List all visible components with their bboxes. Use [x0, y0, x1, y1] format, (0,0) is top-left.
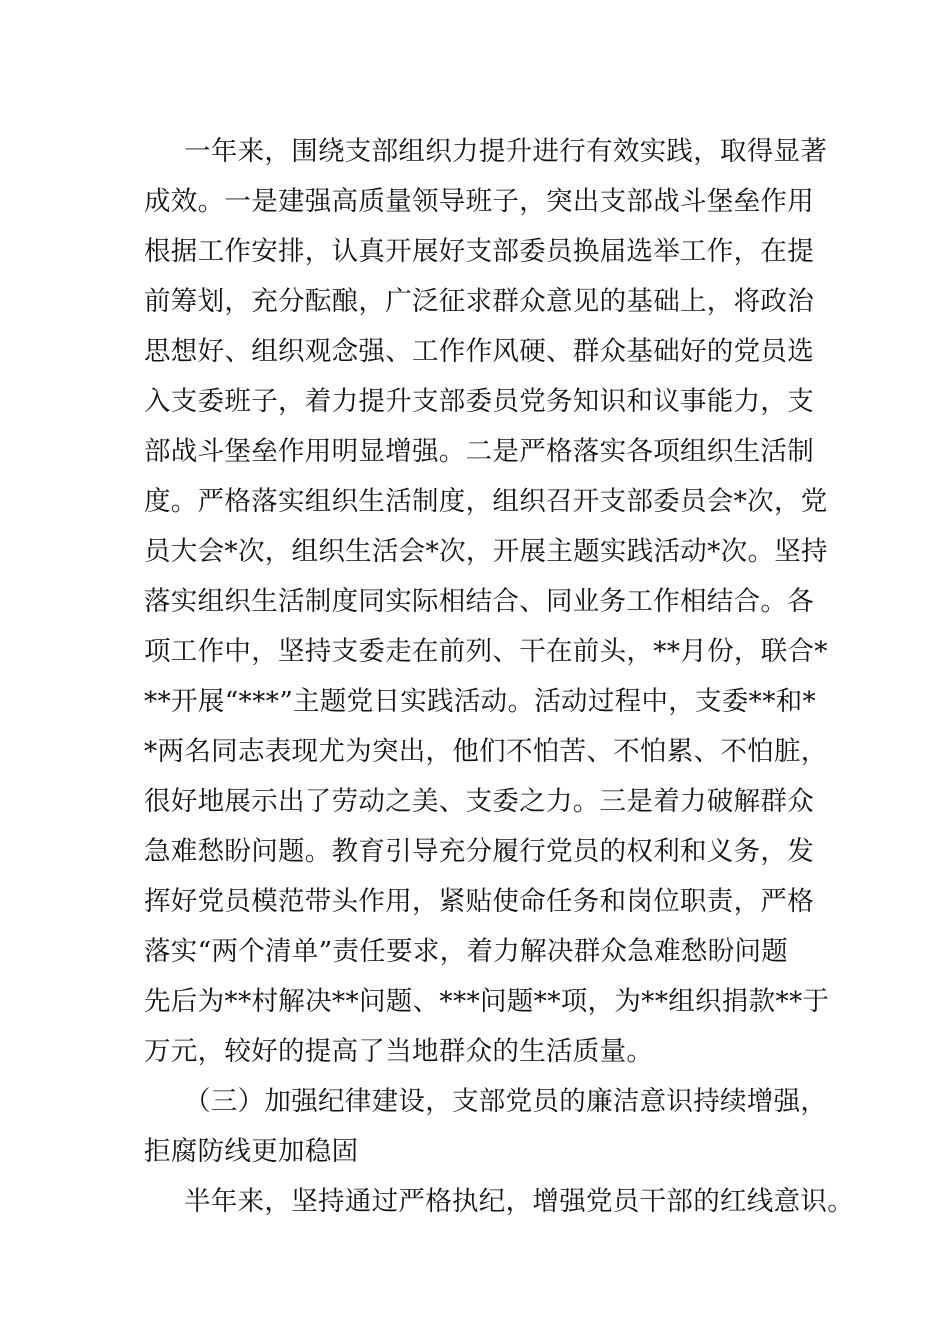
- paragraph-line: 前筹划，充分酝酿，广泛征求群众意见的基础上，将政治: [144, 286, 814, 317]
- section-heading-line: （三）加强纪律建设，支部党员的廉洁意识持续增强，: [184, 1086, 828, 1117]
- paragraph-line: 一年来，围绕支部组织力提升进行有效实践，取得显著: [184, 136, 828, 167]
- paragraph-line: 半年来，坚持通过严格执纪，增强党员干部的红线意识。: [184, 1186, 854, 1217]
- paragraph-line: **开展“***”主题党日实践活动。活动过程中，支委**和*: [144, 686, 817, 717]
- paragraph-line: 万元，较好的提高了当地群众的生活质量。: [144, 1036, 654, 1067]
- paragraph-line: 部战斗堡垒作用明显增强。二是严格落实各项组织生活制: [144, 436, 814, 467]
- paragraph-line: 员大会*次，组织生活会*次，开展主题实践活动*次。坚持: [144, 536, 828, 567]
- paragraph-line: 度。严格落实组织生活制度，组织召开支部委员会*次，党: [144, 486, 828, 517]
- paragraph-line: 很好地展示出了劳动之美、支委之力。三是着力破解群众: [144, 786, 814, 817]
- paragraph-line: 思想好、组织观念强、工作作风硬、群众基础好的党员选: [144, 336, 814, 367]
- paragraph-line: 落实“两个清单”责任要求，着力解决群众急难愁盼问题: [144, 936, 789, 967]
- section-heading-line: 拒腐防线更加稳固: [144, 1136, 359, 1167]
- paragraph-line: 入支委班子，着力提升支部委员党务知识和议事能力，支: [144, 386, 814, 417]
- paragraph-line: 落实组织生活制度同实际相结合、同业务工作相结合。各: [144, 586, 814, 617]
- paragraph-line: 根据工作安排，认真开展好支部委员换届选举工作，在提: [144, 236, 814, 267]
- paragraph-line: 成效。一是建强高质量领导班子，突出支部战斗堡垒作用: [144, 186, 814, 217]
- paragraph-line: 先后为**村解决**问题、***问题**项，为**组织捐款**于: [144, 986, 830, 1017]
- paragraph-line: 挥好党员模范带头作用，紧贴使命任务和岗位职责，严格: [144, 886, 814, 917]
- paragraph-line: 急难愁盼问题。教育引导充分履行党员的权利和义务，发: [144, 836, 814, 867]
- paragraph-line: 项工作中，坚持支委走在前列、干在前头，**月份，联合*: [144, 636, 828, 667]
- paragraph-line: *两名同志表现尤为突出，他们不怕苦、不怕累、不怕脏，: [144, 736, 828, 767]
